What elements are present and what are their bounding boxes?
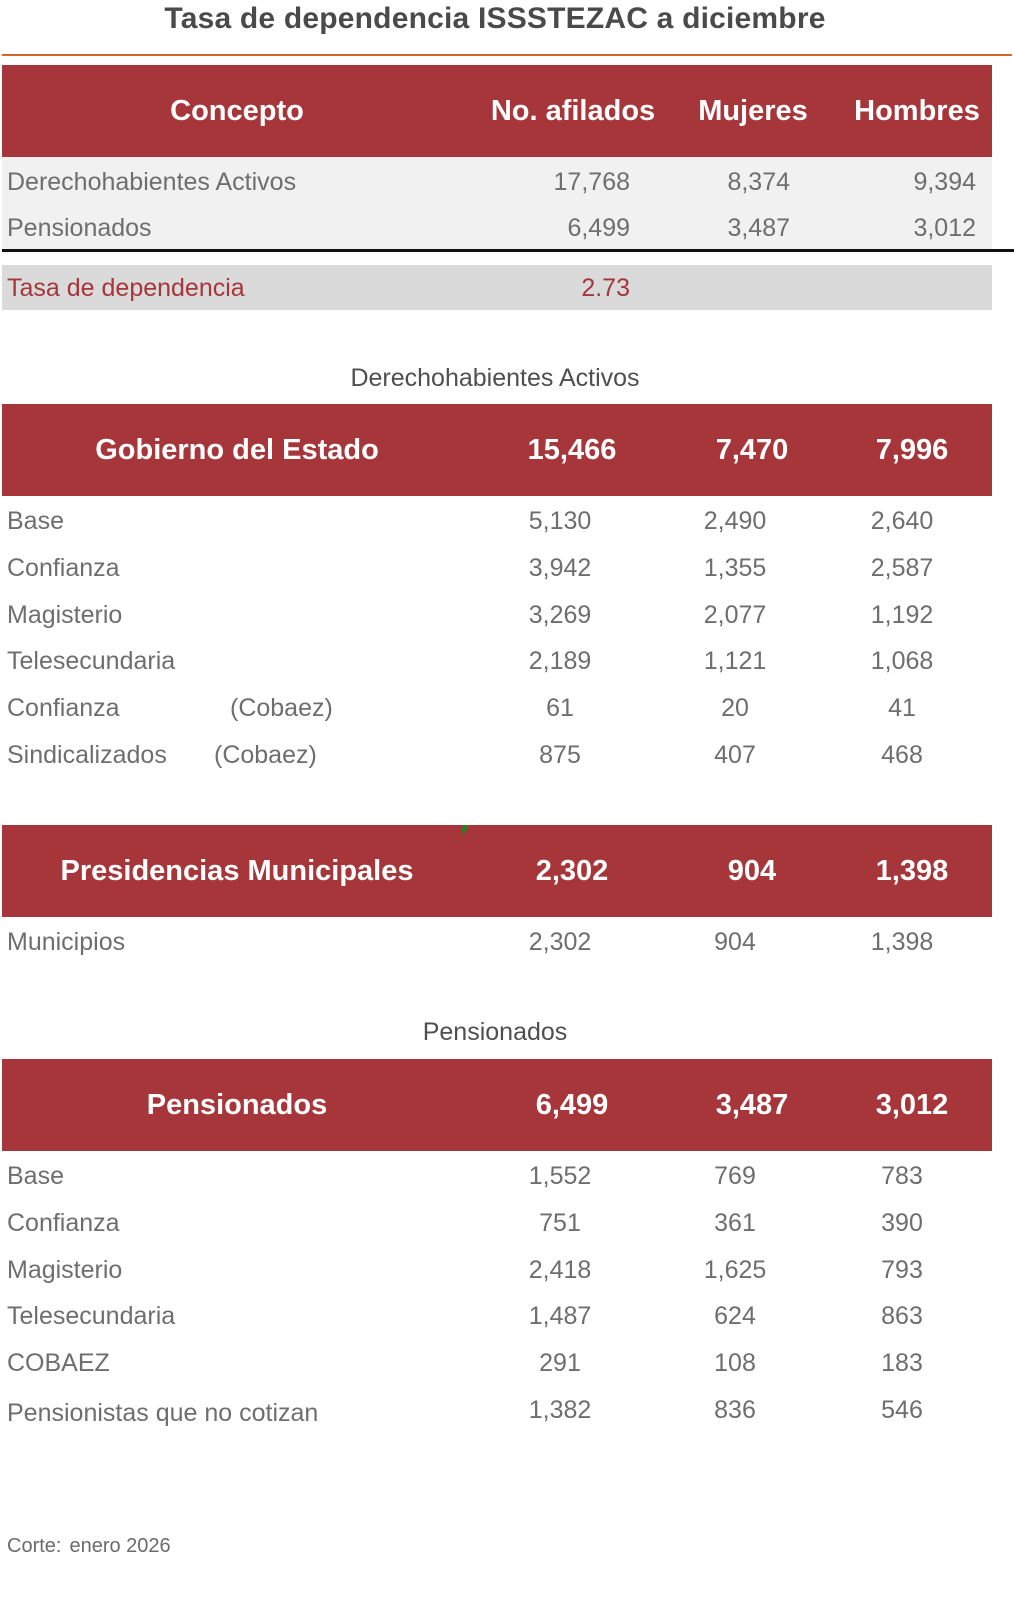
row-mujeres: 8,374 bbox=[727, 168, 790, 196]
group-hombres: 7,996 bbox=[875, 433, 949, 466]
table-row bbox=[0, 638, 1000, 684]
table-row bbox=[0, 498, 1000, 544]
table-row bbox=[0, 1200, 1000, 1246]
row-mujeres: 108 bbox=[714, 1349, 756, 1377]
row-mujeres: 1,355 bbox=[703, 554, 767, 582]
row-mujeres: 20 bbox=[721, 694, 749, 722]
row-label: Magisterio bbox=[7, 1256, 123, 1284]
group-total: 2,302 bbox=[535, 854, 609, 887]
row-hombres: 468 bbox=[881, 741, 923, 769]
row-label: Pensionados bbox=[7, 214, 152, 242]
group-hombres: 1,398 bbox=[875, 854, 949, 887]
row-hombres: 9,394 bbox=[913, 168, 976, 196]
row-total: 291 bbox=[539, 1349, 581, 1377]
table-row bbox=[0, 732, 1000, 778]
row-mujeres: 904 bbox=[714, 928, 756, 956]
row-hombres: 2,640 bbox=[870, 507, 934, 535]
row-hombres: 783 bbox=[881, 1162, 923, 1190]
row-mujeres: 3,487 bbox=[727, 214, 790, 242]
tasa-value: 2.73 bbox=[581, 274, 630, 302]
group-total: 15,466 bbox=[527, 433, 617, 466]
row-label: Base bbox=[7, 1162, 64, 1190]
section-label-pensionados: Pensionados bbox=[422, 1018, 568, 1046]
row-hombres: 183 bbox=[881, 1349, 923, 1377]
group-hombres: 3,012 bbox=[875, 1088, 949, 1121]
row-total: 5,130 bbox=[528, 507, 592, 535]
row-hombres: 793 bbox=[881, 1256, 923, 1284]
row-hombres: 390 bbox=[881, 1209, 923, 1237]
group-header-gobierno bbox=[2, 404, 992, 496]
row-label: Base bbox=[7, 507, 64, 535]
row-total: 2,418 bbox=[528, 1256, 592, 1284]
tasa-label: Tasa de dependencia bbox=[7, 274, 245, 302]
row-total: 1,552 bbox=[528, 1162, 592, 1190]
row-mujeres: 1,121 bbox=[703, 647, 767, 675]
row-sublabel: (Cobaez) bbox=[230, 694, 333, 722]
row-total: 1,487 bbox=[528, 1302, 592, 1330]
tasa-row bbox=[0, 265, 1000, 311]
row-hombres: 1,068 bbox=[870, 647, 934, 675]
header-mujeres: Mujeres bbox=[698, 94, 808, 127]
group-mujeres: 3,487 bbox=[715, 1088, 789, 1121]
row-total: 6,499 bbox=[567, 214, 630, 242]
group-mujeres: 904 bbox=[727, 854, 777, 887]
row-label: Sindicalizados bbox=[7, 741, 167, 769]
row-total: 1,382 bbox=[528, 1396, 592, 1424]
group-total: 6,499 bbox=[535, 1088, 609, 1121]
table-row bbox=[0, 1247, 1000, 1293]
table-row bbox=[0, 919, 1000, 965]
row-hombres: 546 bbox=[881, 1396, 923, 1424]
accent-divider bbox=[2, 54, 1012, 56]
row-label: Magisterio bbox=[7, 601, 123, 629]
row-total: 2,189 bbox=[528, 647, 592, 675]
row-mujeres: 836 bbox=[714, 1396, 756, 1424]
row-mujeres: 1,625 bbox=[703, 1256, 767, 1284]
row-label: COBAEZ bbox=[7, 1349, 110, 1377]
row-mujeres: 2,077 bbox=[703, 601, 767, 629]
row-total: 3,942 bbox=[528, 554, 592, 582]
row-label: Telesecundaria bbox=[7, 647, 176, 675]
group-header-pensionados bbox=[2, 1059, 992, 1151]
row-label: Confianza bbox=[7, 1209, 120, 1237]
row-total: 2,302 bbox=[528, 928, 592, 956]
table-row bbox=[0, 1293, 1000, 1339]
summary-row-pensionados bbox=[0, 205, 1000, 251]
row-hombres: 863 bbox=[881, 1302, 923, 1330]
row-hombres: 1,398 bbox=[870, 928, 934, 956]
table-header bbox=[2, 65, 992, 157]
row-mujeres: 769 bbox=[714, 1162, 756, 1190]
row-total: 875 bbox=[539, 741, 581, 769]
group-header-municipales bbox=[2, 825, 992, 917]
footer-date: enero 2026 bbox=[69, 1535, 171, 1557]
row-label: Telesecundaria bbox=[7, 1302, 176, 1330]
row-total: 61 bbox=[546, 694, 574, 722]
table-row bbox=[0, 1340, 1000, 1386]
group-label: Gobierno del Estado bbox=[95, 433, 379, 466]
row-label: Municipios bbox=[7, 928, 126, 956]
total-divider bbox=[2, 249, 1014, 252]
row-mujeres: 407 bbox=[714, 741, 756, 769]
footer-label: Corte: bbox=[7, 1535, 62, 1557]
table-row bbox=[0, 1387, 1000, 1433]
section-label-activos: Derechohabientes Activos bbox=[350, 364, 640, 392]
row-mujeres: 624 bbox=[714, 1302, 756, 1330]
group-label: Presidencias Municipales bbox=[60, 854, 414, 887]
header-afiliados: No. afilados bbox=[490, 94, 656, 127]
row-total: 751 bbox=[539, 1209, 581, 1237]
table-row bbox=[0, 1153, 1000, 1199]
row-label: Derechohabientes Activos bbox=[7, 168, 297, 196]
row-label: Pensionistas que no cotizan bbox=[7, 1399, 319, 1427]
row-label: Confianza bbox=[7, 554, 120, 582]
row-mujeres: 361 bbox=[714, 1209, 756, 1237]
row-total: 17,768 bbox=[553, 168, 630, 196]
header-concepto: Concepto bbox=[170, 94, 304, 127]
header-hombres: Hombres bbox=[854, 94, 980, 127]
row-hombres: 1,192 bbox=[870, 601, 934, 629]
table-row bbox=[0, 592, 1000, 638]
row-label: Confianza bbox=[7, 694, 120, 722]
summary-row-activos bbox=[0, 159, 1000, 205]
table-row bbox=[0, 545, 1000, 591]
footer-cutoff bbox=[7, 1535, 171, 1558]
table-row bbox=[0, 685, 1000, 731]
row-hombres: 3,012 bbox=[913, 214, 976, 242]
row-sublabel: (Cobaez) bbox=[214, 741, 317, 769]
group-label: Pensionados bbox=[146, 1088, 328, 1121]
page-title: Tasa de dependencia ISSSTEZAC a diciembre bbox=[164, 2, 826, 35]
row-total: 3,269 bbox=[528, 601, 592, 629]
row-mujeres: 2,490 bbox=[703, 507, 767, 535]
row-hombres: 41 bbox=[888, 694, 916, 722]
row-hombres: 2,587 bbox=[870, 554, 934, 582]
group-mujeres: 7,470 bbox=[715, 433, 789, 466]
